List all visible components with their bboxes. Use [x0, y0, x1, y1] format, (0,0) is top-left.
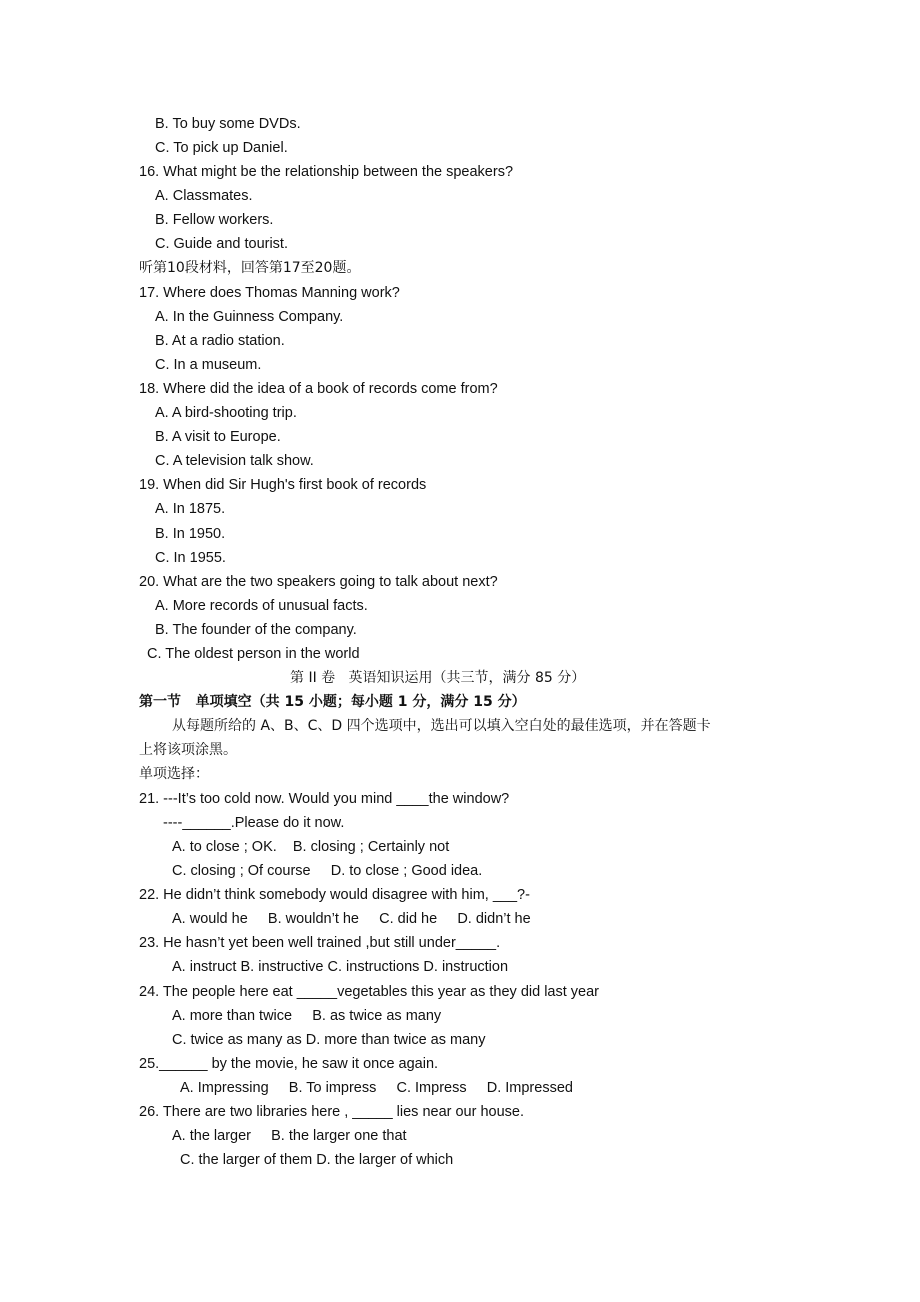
option-15c: C. To pick up Daniel.: [155, 140, 288, 156]
option-16b: B. Fellow workers.: [155, 212, 274, 228]
option-20a: A. More records of unusual facts.: [155, 598, 368, 614]
question-19: 19. When did Sir Hugh's first book of records: [139, 477, 427, 493]
option-17c: C. In a museum.: [155, 357, 262, 373]
instructions-line-2: 上将该项涂黑。: [139, 742, 237, 758]
question-26: 26. There are two libraries here , _____ lies near our house.: [139, 1104, 525, 1120]
question-17: 17. Where does Thomas Manning work?: [139, 285, 400, 301]
options-25: A. Impressing B. To impress C. Impress D. Impressed: [180, 1080, 573, 1096]
options-21-ab: A. to close ; OK. B. closing ; Certainly not: [172, 839, 450, 855]
options-22: A. would he B. wouldn’t he C. did he D. didn’t he: [172, 911, 531, 927]
option-19a: A. In 1875.: [155, 501, 226, 517]
option-17b: B. At a radio station.: [155, 333, 285, 349]
option-20c: C. The oldest person in the world: [147, 646, 360, 662]
option-16c: C. Guide and tourist.: [155, 236, 288, 252]
question-21-reply: ----______.Please do it now.: [163, 815, 345, 831]
question-24: 24. The people here eat _____vegetables this year as they did last year: [139, 984, 600, 1000]
option-19c: C. In 1955.: [155, 550, 226, 566]
options-24-ab: A. more than twice B. as twice as many: [172, 1008, 442, 1024]
options-24-cd: C. twice as many as D. more than twice as many: [172, 1032, 486, 1048]
section-instruction-10: 听第10段材料，回答第17至20题。: [139, 260, 361, 276]
question-16: 16. What might be the relationship between the speakers?: [139, 164, 514, 180]
options-23: A. instruct B. instructive C. instructions D. instruction: [172, 959, 509, 975]
section-1-heading: 第一节 单项填空（共 15 小题；每小题 1 分，满分 15 分）: [139, 694, 526, 710]
option-16a: A. Classmates.: [155, 188, 253, 204]
option-19b: B. In 1950.: [155, 526, 226, 542]
question-21: 21. ---It’s too cold now. Would you mind ____the window?: [139, 791, 510, 807]
question-25: 25.______ by the movie, he saw it once again.: [139, 1056, 439, 1072]
options-26-ab: A. the larger B. the larger one that: [172, 1128, 407, 1144]
option-18b: B. A visit to Europe.: [155, 429, 281, 445]
question-22: 22. He didn’t think somebody would disagree with him, ___?-: [139, 887, 530, 903]
options-21-cd: C. closing ; Of course D. to close ; Good idea.: [172, 863, 483, 879]
single-choice-label: 单项选择：: [139, 766, 209, 782]
option-17a: A. In the Guinness Company.: [155, 309, 344, 325]
options-26-cd: C. the larger of them D. the larger of which: [180, 1152, 454, 1168]
question-20: 20. What are the two speakers going to talk about next?: [139, 574, 498, 590]
part-ii-heading: 第 II 卷 英语知识运用（共三节，满分 85 分）: [290, 670, 586, 686]
instructions-line-1: 从每题所给的 A、B、C、D 四个选项中，选出可以填入空白处的最佳选项，并在答题卡: [172, 718, 711, 734]
option-18a: A. A bird-shooting trip.: [155, 405, 297, 421]
question-18: 18. Where did the idea of a book of records come from?: [139, 381, 498, 397]
option-20b: B. The founder of the company.: [155, 622, 357, 638]
question-23: 23. He hasn’t yet been well trained ,but still under_____.: [139, 935, 501, 951]
option-15b: B. To buy some DVDs.: [155, 116, 301, 132]
option-18c: C. A television talk show.: [155, 453, 314, 469]
